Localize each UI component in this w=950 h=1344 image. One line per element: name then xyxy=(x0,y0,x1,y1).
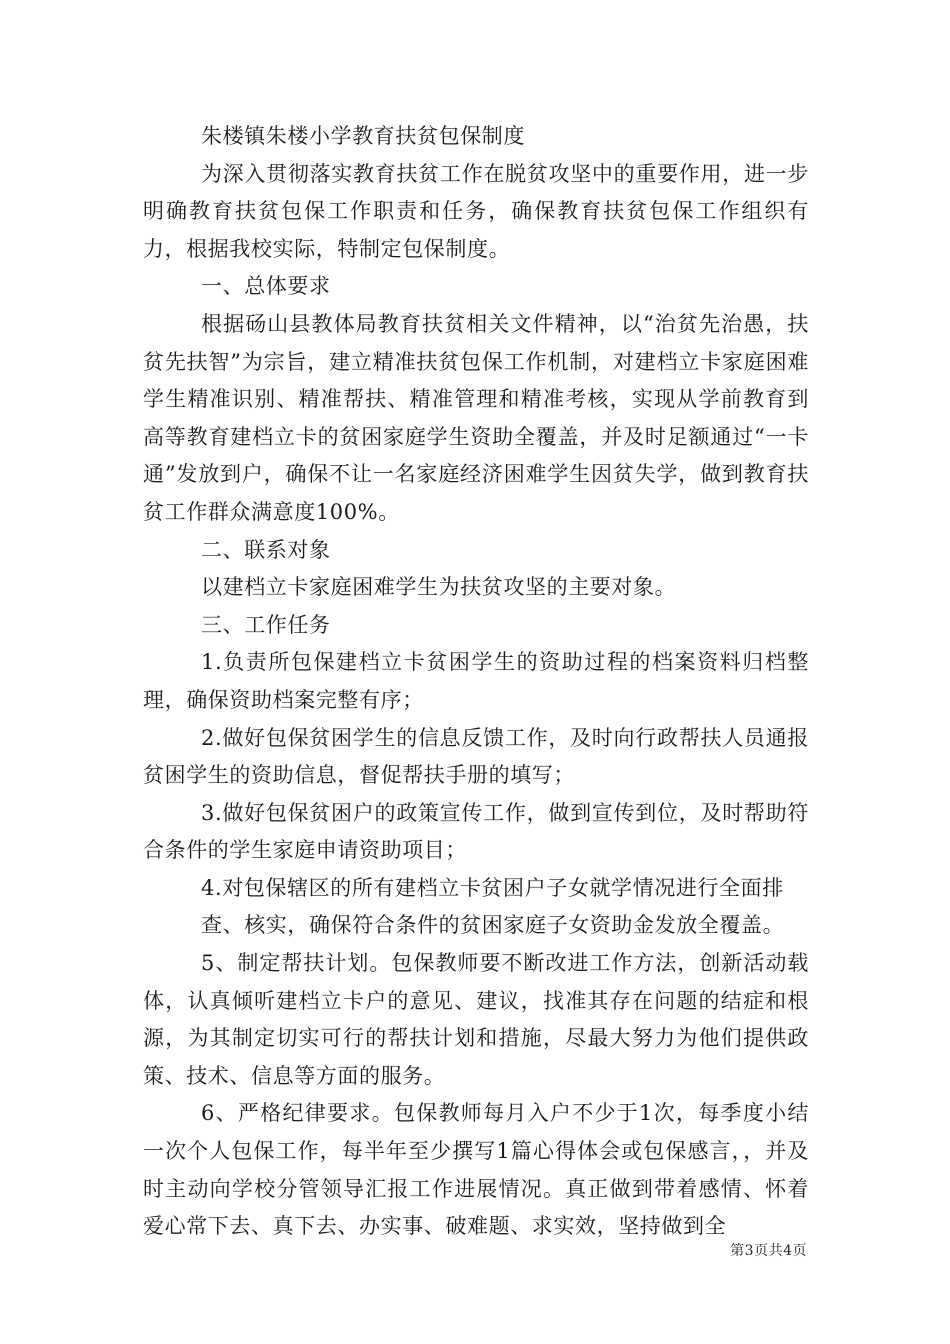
task-item-3: 3.做好包保贫困户的政策宣传工作，做到宣传到位，及时帮助符合条件的学生家庭申请资助项目； xyxy=(143,800,809,863)
document-body xyxy=(143,118,809,1246)
section-heading-contact-targets: 二、联系对象 xyxy=(201,537,331,562)
section-heading-work-tasks: 三、工作任务 xyxy=(201,612,331,637)
task-item-1: 1.负责所包保建档立卡贫困学生的资助过程的档案资料归档整理，确保资助档案完整有序； xyxy=(143,650,809,712)
task-item-4-line-2: 查、核实，确保符合条件的贫困家庭子女资助金发放全覆盖。 xyxy=(201,913,785,938)
task-item-4-line-1: 4.对包保辖区的所有建档立卡贫困户子女就学情况进行全面排 xyxy=(201,875,784,900)
page-number-footer: 第3页共4页 xyxy=(730,1243,807,1259)
task-item-2: 2.做好包保贫困学生的信息反馈工作，及时向行政帮扶人员通报贫困学生的资助信息，督促帮扶手册的填写； xyxy=(143,725,809,788)
task-item-5: 5、制定帮扶计划。包保教师要不断改进工作方法，创新活动载体，认真倾听建档立卡户的意见、建议，找准其存在问题的结症和根源，为其制定切实可行的帮扶计划和措施，尽最大努力为他们提供政策、技术、信息等方面的服务。 xyxy=(143,951,809,1088)
general-requirements-paragraph: 根据砀山县教体局教育扶贫相关文件精神，以“治贫先治愚，扶贫先扶智”为宗旨，建立精准扶贫包保工作机制，对建档立卡家庭困难学生精准识别、精准帮扶、精准管理和精准考核，实现从学前教育到高等教育建档立卡的贫困家庭学生资助全覆盖，并及时足额通过“一卡通”发放到户，确保不让一名家庭经济困难学生因贫失学，做到教育扶贫工作群众满意度100%。 xyxy=(143,311,809,524)
task-item-6: 6、严格纪律要求。包保教师每月入户不少于1次，每季度小结一次个人包保工作，每半年至少撰写1篇心得体会或包保感言，，并及时主动向学校分管领导汇报工作进展情况。真正做到带着感情、怀着爱心常下去、真下去、办实事、破难题、求实效，坚持做到全 xyxy=(143,1101,809,1239)
contact-targets-paragraph: 以建档立卡家庭困难学生为扶贫攻坚的主要对象。 xyxy=(201,575,677,600)
document-title: 朱楼镇朱楼小学教育扶贫包保制度 xyxy=(201,124,525,148)
intro-paragraph: 为深入贯彻落实教育扶贫工作在脱贫攻坚中的重要作用，进一步明确教育扶贫包保工作职责和任务，确保教育扶贫包保工作组织有力，根据我校实际，特制定包保制度。 xyxy=(143,161,809,261)
section-heading-general-requirements: 一、总体要求 xyxy=(201,274,331,299)
